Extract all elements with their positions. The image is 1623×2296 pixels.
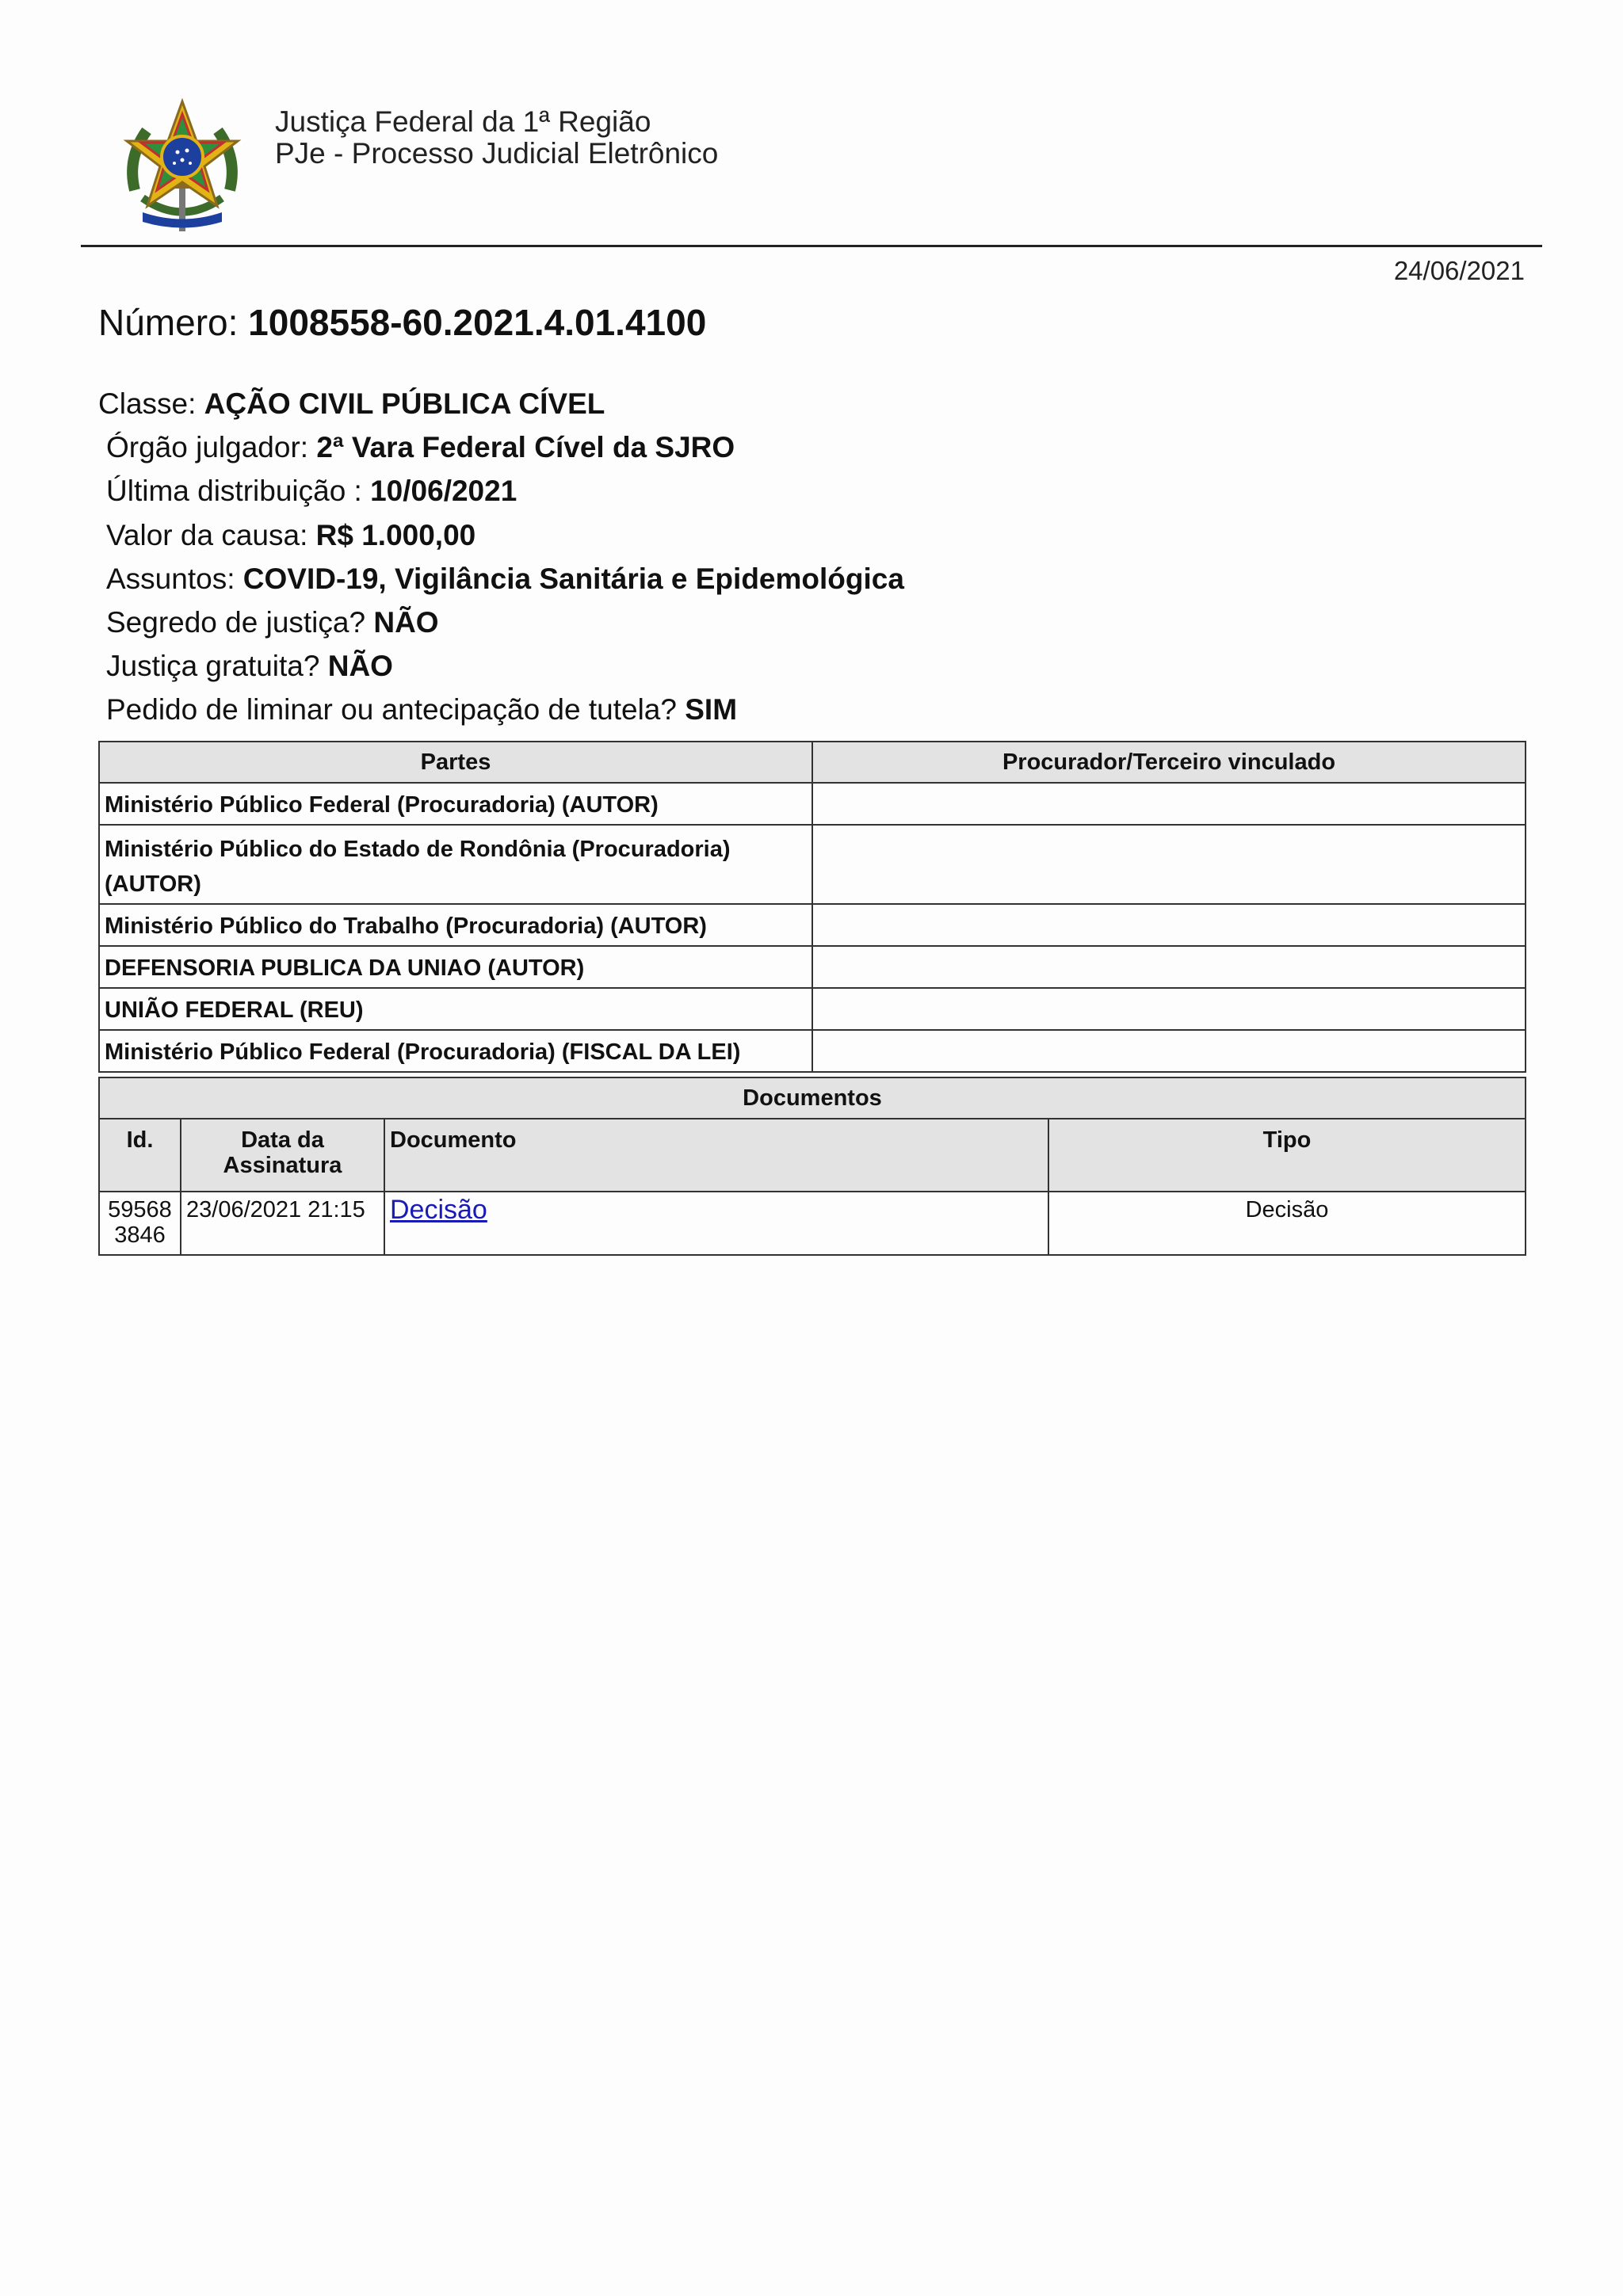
field-classe [98, 382, 904, 425]
field-label: Assuntos: [106, 562, 243, 595]
field-valor [98, 513, 904, 557]
field-value: 10/06/2021 [370, 475, 517, 508]
field-liminar [98, 688, 904, 731]
partes-table [98, 741, 1526, 1073]
procurador-cell [812, 988, 1526, 1030]
table-row [99, 783, 1526, 825]
partes-header: Partes [99, 742, 812, 783]
procurador-cell [812, 946, 1526, 988]
field-value: SIM [685, 693, 738, 727]
parte-cell: DEFENSORIA PUBLICA DA UNIAO (AUTOR) [99, 946, 812, 988]
header-titles [275, 106, 718, 170]
field-segredo [98, 601, 904, 644]
field-label: Justiça gratuita? [106, 650, 328, 683]
field-value: NÃO [373, 606, 439, 639]
field-label: Valor da causa: [106, 518, 316, 551]
parte-cell: Ministério Público Federal (Procuradoria) (FISCAL DA LEI) [99, 1030, 812, 1072]
document-date: 24/06/2021 [1393, 256, 1525, 285]
header-divider [81, 245, 1542, 247]
doc-name-cell [384, 1192, 1048, 1255]
procurador-cell [812, 825, 1526, 904]
doc-date-cell: 23/06/2021 21:15 [181, 1192, 384, 1255]
field-distribuicao [98, 469, 904, 513]
court-name: Justiça Federal da 1ª Região [275, 105, 651, 138]
procurador-cell [812, 783, 1526, 825]
table-row [99, 825, 1526, 904]
table-row [99, 946, 1526, 988]
field-assuntos [98, 557, 904, 601]
tipo-header: Tipo [1048, 1119, 1526, 1192]
documentos-table [98, 1077, 1526, 1256]
process-number [98, 301, 706, 344]
process-fields [98, 382, 904, 732]
documentos-header-row [99, 1119, 1526, 1192]
table-row [99, 1030, 1526, 1072]
field-value: 2ª Vara Federal Cível da SJRO [316, 431, 735, 464]
documento-header: Documento [384, 1119, 1048, 1192]
data-assinatura-header: Data da Assinatura [181, 1119, 384, 1192]
doc-type-cell: Decisão [1048, 1192, 1526, 1255]
system-name: PJe - Processo Judicial Eletrônico [275, 137, 719, 170]
field-value: COVID-19, Vigilância Sanitária e Epidemológica [242, 562, 904, 595]
procurador-header: Procurador/Terceiro vinculado [812, 742, 1526, 783]
documentos-title: Documentos [99, 1077, 1526, 1119]
decisao-document-link[interactable]: Decisão [390, 1195, 487, 1225]
document-header [111, 95, 1537, 246]
documentos-title-row [99, 1077, 1526, 1119]
parte-cell: Ministério Público do Trabalho (Procuradoria) (AUTOR) [99, 904, 812, 946]
field-value: AÇÃO CIVIL PÚBLICA CÍVEL [204, 387, 605, 420]
field-label: Pedido de liminar ou antecipação de tutela? [106, 693, 685, 727]
process-number-label: Número: [98, 302, 249, 343]
parte-cell: Ministério Público Federal (Procuradoria) (AUTOR) [99, 783, 812, 825]
field-label: Órgão julgador: [106, 431, 317, 464]
table-row [99, 988, 1526, 1030]
brasao-republica-icon [111, 95, 254, 238]
field-gratuita [98, 644, 904, 688]
partes-header-row [99, 742, 1526, 783]
field-orgao [98, 425, 904, 469]
parte-cell: UNIÃO FEDERAL (REU) [99, 988, 812, 1030]
process-number-value: 1008558-60.2021.4.01.4100 [248, 302, 707, 343]
parte-cell: Ministério Público do Estado de Rondônia (Procuradoria) (AUTOR) [99, 825, 812, 904]
field-label: Última distribuição : [106, 475, 371, 508]
table-row [99, 1192, 1526, 1255]
field-label: Classe: [98, 387, 204, 420]
table-row [99, 904, 1526, 946]
procurador-cell [812, 904, 1526, 946]
field-value: NÃO [327, 650, 393, 683]
procurador-cell [812, 1030, 1526, 1072]
field-label: Segredo de justiça? [106, 606, 374, 639]
field-value: R$ 1.000,00 [315, 518, 476, 551]
doc-id-cell: 59568 3846 [99, 1192, 181, 1255]
id-header: Id. [99, 1119, 181, 1192]
